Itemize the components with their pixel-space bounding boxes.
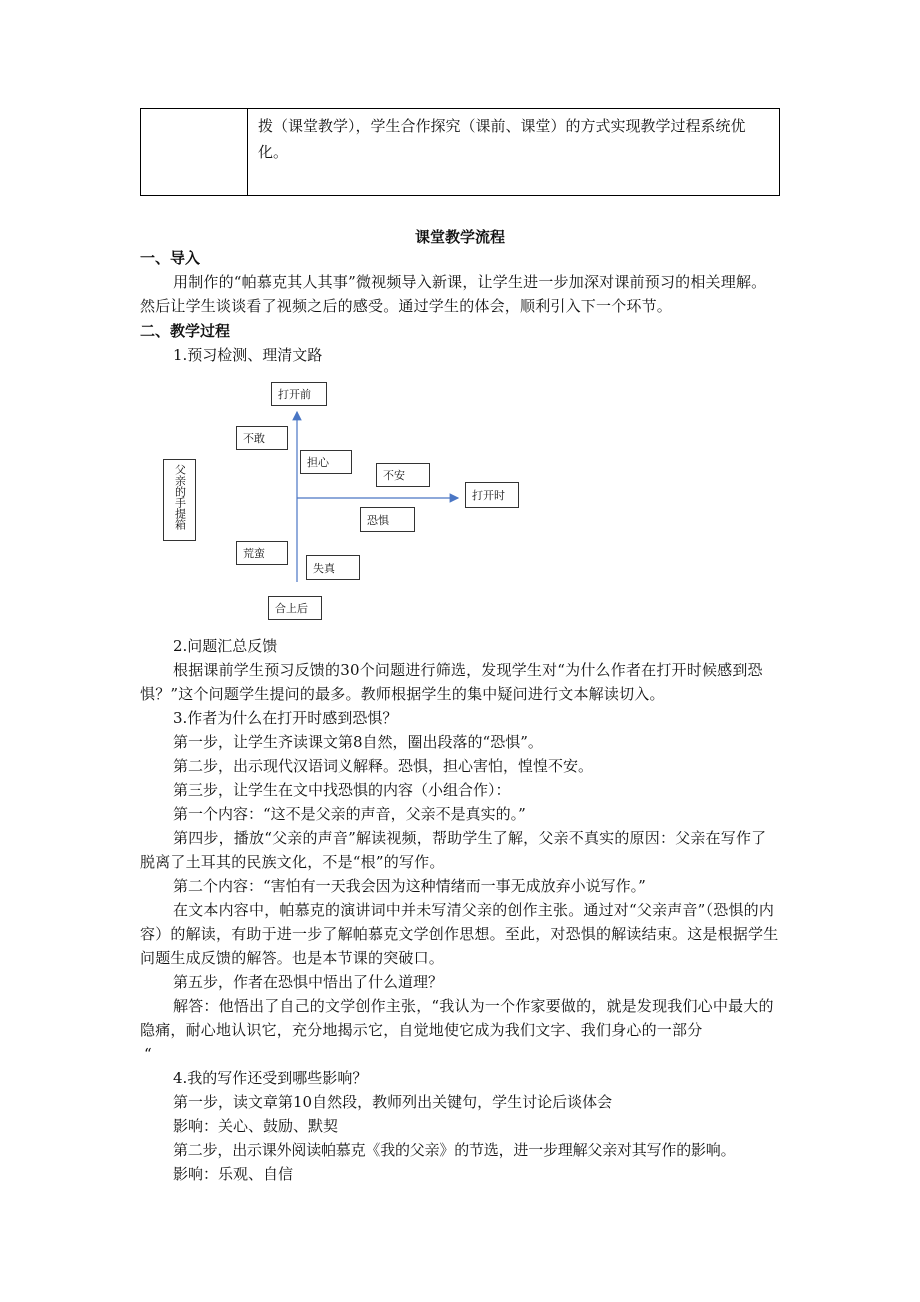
step-5: 第五步，作者在恐惧中悟出了什么道理？ — [173, 973, 444, 991]
table-left-cell — [141, 109, 248, 195]
content-1: 第一个内容：“这不是父亲的声音，父亲不是真实的。” — [173, 805, 526, 823]
item-4: 4.我的写作还受到哪些影响？ — [173, 1069, 368, 1087]
heading-intro: 一、导入 — [140, 249, 201, 267]
content-2: 第二个内容：“害怕有一天我会因为这种情绪而一事无成放弃小说写作。” — [173, 877, 646, 895]
box-father-suitcase: 父亲的手提箱 — [163, 459, 196, 541]
info-table — [140, 108, 780, 196]
box-before-open: 打开前 — [271, 382, 327, 406]
analysis-paragraph: 在文本内容中，帕慕克的演讲词中并未写清父亲的创作主张。通过对“父亲声音”（恐惧的内容）的解读，有助于进一步了解帕慕克文学创作思想。至此，对恐惧的解读结束。这是根据学生问题生成反馈的解答。也是本节课的突破口。 — [140, 901, 779, 967]
box-after-close: 合上后 — [268, 596, 322, 620]
item4-step-1: 第一步，读文章第10自然段，教师列出关键句，学生讨论后谈体会 — [173, 1093, 613, 1111]
step-3: 第三步，让学生在文中找恐惧的内容（小组合作）： — [173, 781, 511, 799]
item4-influence-1: 影响：关心、鼓励、默契 — [173, 1117, 339, 1135]
item-3: 3.作者为什么在打开时感到恐惧？ — [173, 709, 398, 727]
box-unreal: 失真 — [306, 555, 360, 580]
answer-quote-end: “ — [144, 1045, 152, 1063]
intro-paragraph: 用制作的“帕慕克其人其事”微视频导入新课，让学生进一步加深对课前预习的相关理解。然后让学生谈谈看了视频之后的感受。通过学生的体会，顺利引入下一个环节。 — [140, 273, 767, 315]
step-1: 第一步，让学生齐读课文第8自然，圈出段落的“恐惧”。 — [173, 733, 543, 751]
item4-step-2: 第二步，出示课外阅读帕慕克《我的父亲》的节选，进一步理解父亲对其写作的影响。 — [173, 1141, 736, 1159]
box-when-open: 打开时 — [465, 482, 519, 508]
box-dare-not: 不敢 — [236, 426, 288, 450]
heading-process: 二、教学过程 — [140, 322, 231, 340]
step-4: 第四步，播放“父亲的声音”解读视频，帮助学生了解，父亲不真实的原因：父亲在写作了脱离了土耳其的民族文化，不是“根”的写作。 — [140, 829, 767, 871]
box-unease: 不安 — [376, 463, 430, 487]
item-1: 1.预习检测、理清文路 — [173, 346, 323, 364]
item4-influence-2: 影响：乐观、自信 — [173, 1165, 294, 1183]
box-fear: 恐惧 — [360, 507, 415, 532]
box-worry: 担心 — [300, 450, 352, 474]
step-2: 第二步，出示现代汉语词义解释。恐惧，担心害怕，惶惶不安。 — [173, 757, 594, 775]
answer-paragraph: 解答：他悟出了自己的文学创作主张，“我认为一个作家要做的，就是发现我们心中最大的隐痛，耐心地认识它，充分地揭示它，自觉地使它成为我们文字、我们身心的一部分 — [140, 997, 774, 1039]
box-wild: 荒蛮 — [236, 541, 288, 565]
table-right-cell: 拨（课堂教学），学生合作探究（课前、课堂）的方式实现教学过程系统优化。 — [258, 117, 746, 161]
feedback-paragraph: 根据课前学生预习反馈的30个问题进行筛选，发现学生对“为什么作者在打开时候感到恐惧？”这个问题学生提问的最多。教师根据学生的集中疑问进行文本解读切入。 — [140, 661, 763, 703]
structure-diagram — [150, 372, 550, 630]
section-title: 课堂教学流程 — [414, 228, 505, 246]
item-2: 2.问题汇总反馈 — [173, 637, 278, 655]
